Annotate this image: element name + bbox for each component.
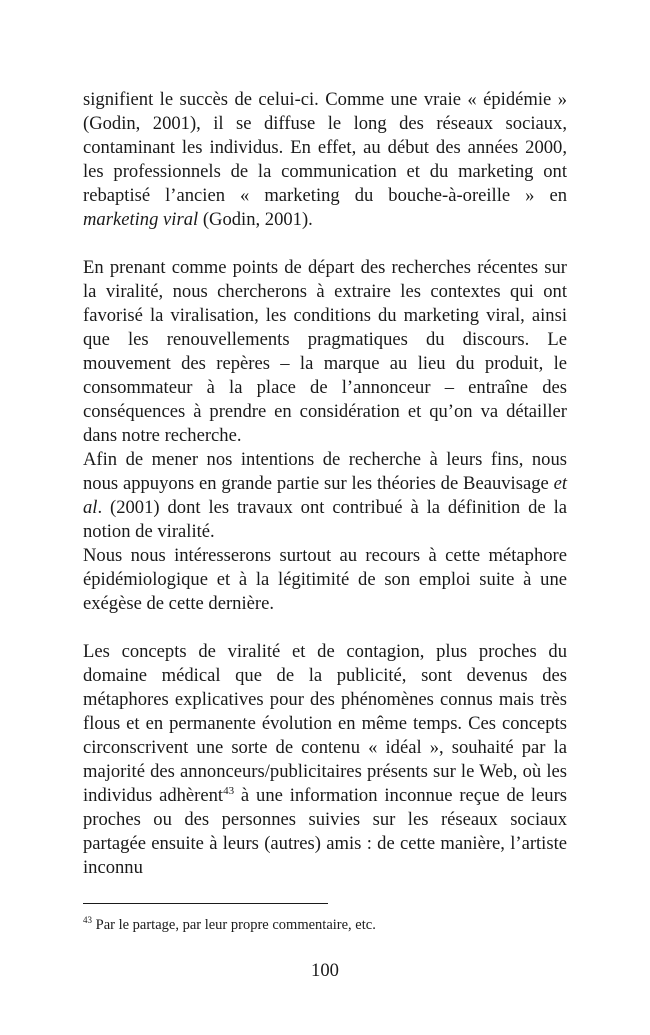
footnote-separator	[83, 903, 328, 904]
paragraph	[83, 448, 567, 544]
text-segment: Les concepts de viralité et de contagion, plus proches du domaine médical que de la publicité, sont devenus des métaphores explicatives pour des phénomènes connus mais très flous et en permanente évolution en même temps. Ces concepts circonscrivent une sorte de contenu « idéal », souhaité par la majorité des annonceurs/publicitaires présents sur le Web, où les individus adhèrent	[83, 641, 567, 806]
text-segment: à une information inconnue reçue de leurs proches ou des personnes suivies sur les réseaux sociaux partagée ensuite à leurs (autres) amis : de cette manière, l’artiste inconnu	[83, 785, 567, 878]
text-segment: (Godin, 2001).	[198, 209, 313, 230]
page-number: 100	[311, 960, 339, 981]
text-segment: Nous nous intéresserons surtout au recours à cette métaphore épidémiologique et à la légitimité de son emploi suite à une exégèse de cette dernière.	[83, 545, 567, 614]
paragraph	[83, 256, 567, 448]
paragraph	[83, 640, 567, 880]
text-segment: . (2001) dont les travaux ont contribué à la définition de la notion de viralité.	[83, 497, 567, 542]
italic-text: marketing viral	[83, 209, 199, 230]
paragraph	[83, 88, 567, 232]
paragraph	[83, 544, 567, 616]
footnote-number: 43	[83, 915, 92, 926]
page-body	[83, 88, 567, 880]
footnote-text: Par le partage, par leur propre commentaire, etc.	[92, 917, 376, 933]
text-segment: signifient le succès de celui-ci. Comme une vraie « épidémie » (Godin, 2001), il se diffuse le long des réseaux sociaux, contaminant les individus. En effet, au début des années 2000, les professionnels de la communication et du marketing ont rebaptisé l’ancien « marketing du bouche-à-oreille » en	[83, 89, 567, 206]
text-segment: En prenant comme points de départ des recherches récentes sur la viralité, nous chercherons à extraire les contextes qui ont favorisé la viralisation, les conditions du marketing viral, ainsi que les renouvellements pragmatiques du discours. Le mouvement des repères – la marque au lieu du produit, le consommateur à la place de l’annonceur – entraîne des conséquences à prendre en considération et qu’on va détailler dans notre recherche.	[83, 257, 567, 446]
text-segment: Afin de mener nos intentions de recherche à leurs fins, nous nous appuyons en grande partie sur les théories de Beauvisage	[83, 449, 567, 494]
footnote	[83, 916, 567, 934]
italic-text: et al	[83, 473, 567, 518]
footnote-reference: 43	[223, 784, 235, 797]
